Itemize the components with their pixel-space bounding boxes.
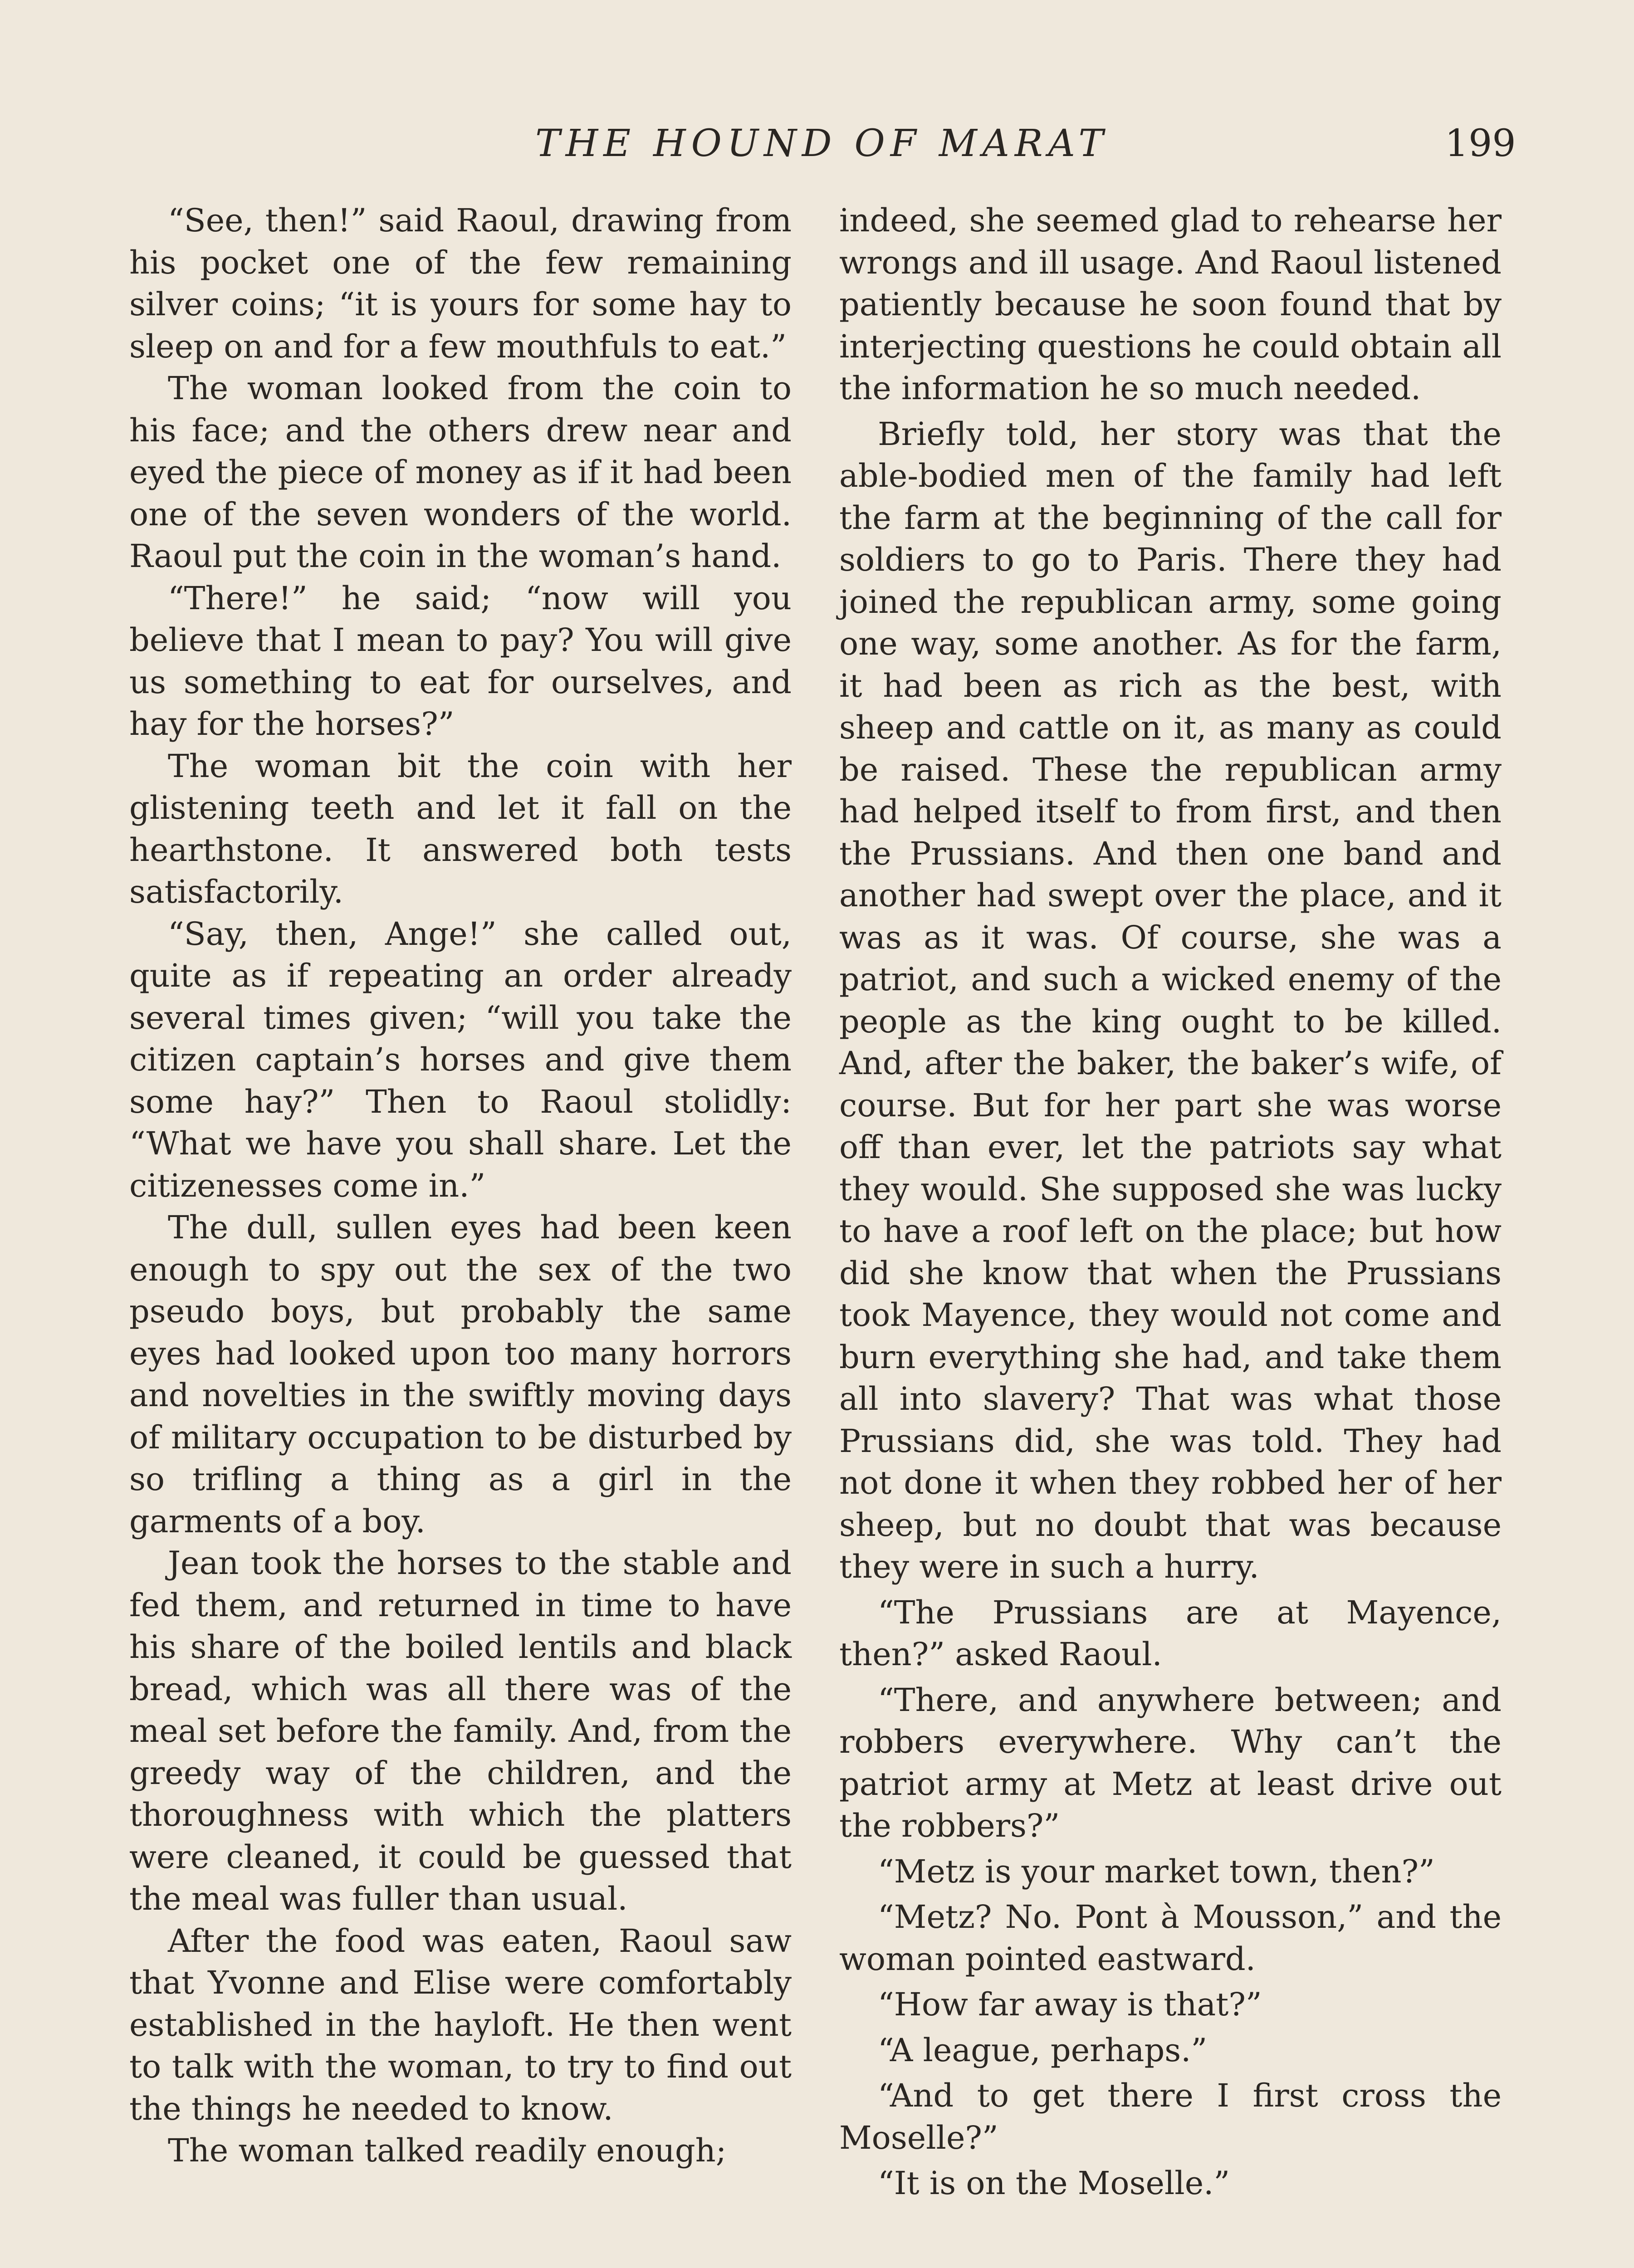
paragraph: Briefly told, her story was that the able-bodied men of the family had left the farm at the beginning of the call for soldiers to go to Paris. There they had joined the republican army, some going one way, some another. As for the farm, it had been as rich as the best, with sheep and cattle on it, as many as could be raised. These the republican army had helped itself to from first, and then the Prussians. And then one band and another had swept over the place, and it was as it was. Of course, she was a patriot, and such a wicked enemy of the people as the king ought to be killed. And, after the baker, the baker’s wife, of course. But for her part she was worse off than ever, let the patriots say what they would. She supposed she was lucky to have a roof left on the place; but how did she know that when the Prussians took Mayence, they would not come and burn everything she had, and take them all into slavery? That was what those Prussians did, she was told. They had not done it when they robbed her of her sheep, but no doubt that was because they were in such a hurry. [839, 415, 1502, 1585]
paragraph: “Metz is your market town, then?” [878, 1853, 1435, 1890]
paragraph: The dull, sullen eyes had been keen enough to spy out the sex of the two pseudo boys, but probably the same eyes had looked upon too many horrors and novelties in the swiftly moving days of military occupation to be disturbed by so trifling a thing as a girl in the garments of a boy. [129, 1209, 792, 1540]
paragraph: Jean took the horses to the stable and fed them, and returned in time to have his share of the boiled lentils and black bread, which was all there was of the meal set before the family. And, from the greedy way of the children, and the thoroughness with which the platters were cleaned, it could be guessed that the meal was fuller than usual. [129, 1545, 792, 1917]
running-head [0, 119, 1634, 169]
paragraph: “The Prussians are at Mayence, then?” asked Raoul. [839, 1593, 1502, 1673]
left-column [129, 200, 792, 2172]
paragraph: “It is on the Moselle.” [878, 2165, 1230, 2202]
paragraph: “There, and anywhere between; and robbers everywhere. Why can’t the patriot army at Metz at least drive out the robbers?” [839, 1681, 1502, 1844]
paragraph: “And to get there I first cross the Moselle?” [839, 2077, 1502, 2156]
paragraph: “A league, perhaps.” [878, 2031, 1208, 2069]
paragraph: The woman looked from the coin to his face; and the others drew near and eyed the piece of money as if it had been one of the seven wonders of the world. Raoul put the coin in the woman’s hand. [129, 370, 792, 575]
paragraph: “Metz? No. Pont à Mousson,” and the woman pointed eastward. [839, 1898, 1502, 1978]
paragraph: “How far away is that?” [878, 1986, 1262, 2023]
paragraph: “See, then!” said Raoul, drawing from his pocket one of the few remaining silver coins; “it is yours for some hay to sleep on and for a few mouthfuls to eat.” [129, 202, 792, 365]
paragraph: “There!” he said; “now will you believe that I mean to pay? You will give us something to eat for ourselves, and hay for the horses?” [129, 579, 792, 743]
paragraph-continuation: indeed, she seemed glad to rehearse her wrongs and ill usage. And Raoul listened patiently because he soon found that by interjecting questions he could obtain all the information he so much needed. [839, 202, 1502, 407]
paragraph: “Say, then, Ange!” she called out, quite as if repeating an order already several times given; “will you take the citizen captain’s horses and give them some hay?” Then to Raoul stolidly: “What we have you shall share. Let the citizenesses come in.” [129, 915, 792, 1204]
page-number: 199 [1445, 122, 1516, 165]
paragraph: After the food was eaten, Raoul saw that Yvonne and Elise were comfortably established in the hayloft. He then went to talk with the woman, to try to find out the things he needed to know. [129, 1922, 792, 2127]
right-column [839, 200, 1502, 2204]
running-title: THE HOUND OF MARAT [535, 122, 1109, 165]
paragraph: The woman talked readily enough; [168, 2132, 727, 2169]
paragraph: The woman bit the coin with her glistening teeth and let it fall on the hearthstone. It answered both tests satisfactorily. [129, 747, 792, 910]
